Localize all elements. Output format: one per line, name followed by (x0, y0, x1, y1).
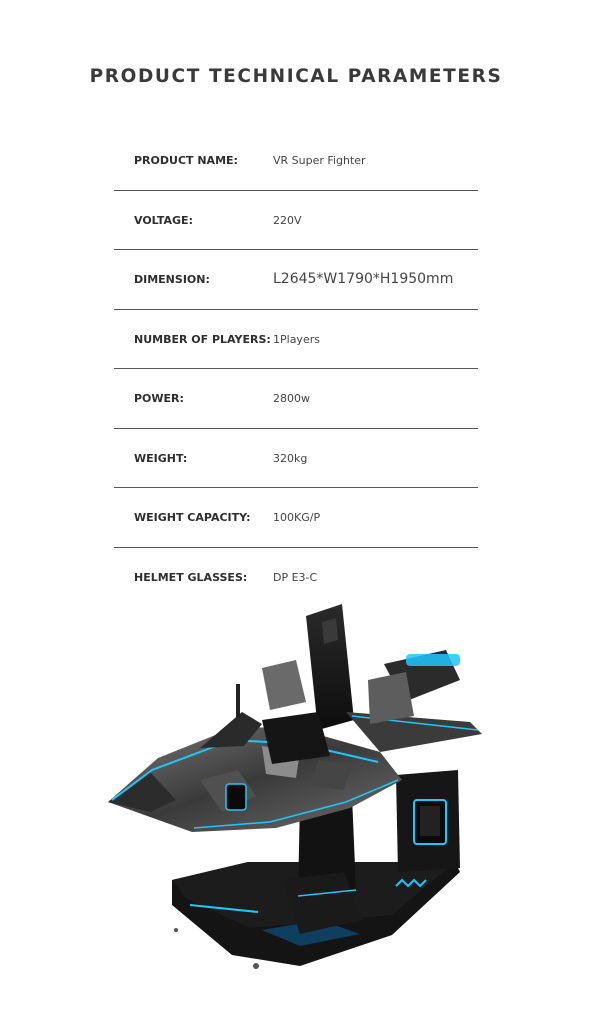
seat-headrest-slot (322, 618, 338, 644)
spec-table (114, 131, 478, 607)
spec-row-number-of-players (114, 310, 478, 370)
spec-value: 2800w (273, 392, 310, 405)
spec-value: L2645*W1790*H1950mm (273, 271, 454, 287)
spec-row-voltage (114, 191, 478, 251)
spec-row-weight-capacity (114, 488, 478, 548)
spec-value: 320kg (273, 451, 308, 465)
spec-label: POWER: (134, 392, 184, 405)
spec-value: 220V (273, 213, 302, 227)
spec-label: DIMENSION: (134, 273, 210, 286)
spec-label: WEIGHT CAPACITY: (134, 511, 251, 524)
spec-row-power (114, 369, 478, 429)
product-image (100, 598, 500, 978)
engine-light (406, 654, 460, 666)
seat-cushion (262, 712, 330, 764)
page-title: PRODUCT TECHNICAL PARAMETERS (89, 66, 503, 87)
spec-value: 100KG/P (273, 511, 321, 524)
spec-label: PRODUCT NAME: (134, 154, 238, 167)
spec-label: VOLTAGE: (134, 213, 193, 227)
spec-label: HELMET GLASSES: (134, 570, 248, 584)
spec-label: NUMBER OF PLAYERS: (134, 332, 271, 346)
spec-row-weight (114, 429, 478, 489)
spec-row-product-name (114, 131, 478, 191)
side-panel-light (226, 784, 246, 810)
spec-value: DP E3-C (273, 570, 318, 584)
spec-value: 1Players (273, 332, 320, 346)
spec-label: WEIGHT: (134, 451, 188, 465)
spec-value: VR Super Fighter (273, 154, 366, 167)
spec-row-dimension (114, 250, 478, 310)
